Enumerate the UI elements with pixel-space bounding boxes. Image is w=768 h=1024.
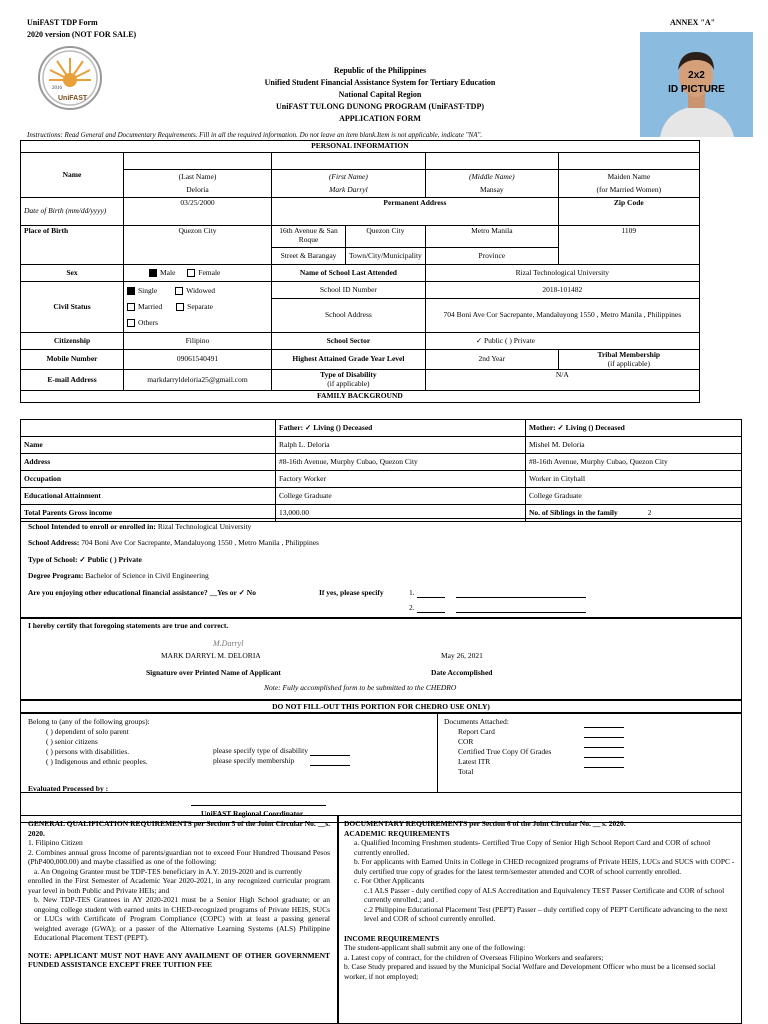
province-value[interactable]: Metro Manila	[425, 226, 558, 248]
certify-statement: I hereby certify that foregoing statements are true and correct.	[28, 621, 229, 630]
tribal-label: Tribal Membership	[597, 350, 661, 359]
income-req-item: a. Latest copy of contract, for the children of Overseas Filipino Workers and seafarers;	[344, 952, 604, 962]
father-header: Father: ✓ Living () Deceased	[276, 420, 526, 437]
doc-label: Report Card	[458, 727, 495, 736]
header-line-2: Unified Student Financial Assistance System for Tertiary Education	[264, 78, 496, 87]
email-label: E-mail Address	[21, 370, 124, 390]
specify-blank-1a[interactable]	[417, 597, 445, 598]
street-label: Street & Barangay	[272, 248, 346, 265]
doc-blank[interactable]	[584, 757, 624, 758]
mother-address[interactable]: #8-16th Avenue, Murphy Cubao, Quezon City	[526, 454, 742, 471]
id-photo	[640, 32, 753, 137]
family-row-label: Name	[21, 437, 276, 454]
academic-req-title: ACADEMIC REQUIREMENTS	[344, 828, 450, 838]
father-address[interactable]: #8-16th Avenue, Murphy Cubao, Quezon City	[276, 454, 526, 471]
family-row-label: Educational Attainment	[21, 488, 276, 505]
academic-req-item: c. For Other Applicants	[354, 876, 425, 885]
grade-level-label: Highest Attained Grade Year Level	[272, 350, 426, 370]
family-row	[21, 454, 742, 471]
general-req-item: enrolled in the First Semester of Academic Year 2020-2021, in any recognized curricular program year level in both Public and Private HEIs; and	[28, 876, 330, 895]
doc-label: Latest ITR	[458, 757, 491, 766]
photo-label-size: 2x2	[688, 70, 705, 81]
income-req-item: The student-applicant shall submit any one of the following:	[344, 943, 526, 952]
married-label: Married	[138, 302, 163, 311]
income-req-item: b. Case Study prepared and issued by the Municipal Social Welfare and Development Officer who must be a licensed social worker, if not employed;	[344, 962, 716, 981]
coordinator-label: UniFAST Regional Coordinator	[201, 809, 304, 818]
specify-1	[409, 589, 586, 598]
citizenship-label: Citizenship	[21, 333, 124, 350]
signature-image: M.Darryl	[213, 639, 244, 648]
name-spacer-3	[425, 153, 558, 170]
widowed-checkbox[interactable]	[175, 287, 183, 295]
specify-2	[409, 604, 586, 613]
family-row	[21, 488, 742, 505]
zip-label: Zip Code	[558, 198, 699, 226]
intended-school-value[interactable]: Rizal Technological University	[157, 522, 252, 531]
header-line-5: APPLICATION FORM	[339, 114, 421, 123]
sex-label: Sex	[21, 265, 124, 282]
tribal-note: (if applicable)	[607, 358, 650, 368]
disability-note: (if applicable)	[327, 378, 370, 388]
pob-label	[21, 226, 124, 265]
specify-num-1: 1.	[409, 588, 415, 597]
form-version: 2020 version (NOT FOR SALE)	[27, 30, 137, 39]
disability-specify	[213, 747, 350, 756]
family-section-title: FAMILY BACKGROUND	[21, 390, 700, 402]
specify-blank-2b[interactable]	[456, 612, 586, 613]
school-address-value-2[interactable]: 704 Boni Ave Cor Sacrepante, Mandaluyong 1550 , Metro Manila , Philippines	[81, 538, 319, 547]
school-sector-value[interactable]: ✓ Public ( ) Private	[425, 333, 699, 350]
disability-value[interactable]: N/A	[425, 370, 699, 390]
married-checkbox[interactable]	[127, 303, 135, 311]
father-occupation[interactable]: Factory Worker	[276, 471, 526, 488]
middle-name-label: (Middle Name)	[469, 171, 515, 181]
last-name-field[interactable]	[124, 170, 272, 198]
family-table	[20, 419, 742, 522]
personal-info-table	[20, 140, 742, 403]
doc-label: Certified True Copy Of Grades	[458, 747, 552, 756]
province-label: Province	[425, 248, 558, 265]
school-block	[20, 518, 742, 618]
documentary-requirements	[338, 815, 742, 1024]
father-education[interactable]: College Graduate	[276, 488, 526, 505]
membership-specify-label: please specify membership	[213, 756, 295, 765]
female-label: Female	[198, 267, 221, 277]
school-address-value[interactable]: 704 Boni Ave Cor Sacrepante, Mandaluyong 1550 , Metro Manila , Philippines	[425, 299, 699, 333]
degree-line	[28, 572, 209, 581]
tribal-field[interactable]	[558, 350, 699, 370]
doc-blank[interactable]	[584, 737, 624, 738]
maiden-name-field[interactable]	[558, 170, 699, 198]
gross-income-value[interactable]: 13,000.00	[276, 505, 526, 522]
father-name[interactable]: Ralph L. Deloria	[276, 437, 526, 454]
siblings-value: 2	[647, 507, 652, 517]
academic-req-item: b. For applicants with Earned Units in College in CHED recognized programs of Private HEIS, LUCs and SUCS with COPC - duly certified true copy of grades for the latest term/semester attended and COR of school currently enrolled.	[354, 857, 735, 876]
family-row-label: Occupation	[21, 471, 276, 488]
if-yes-label: If yes, please specify	[319, 588, 384, 597]
name-spacer-2	[272, 153, 426, 170]
gross-income-label: Total Parents Gross income	[21, 505, 276, 522]
assistance-question[interactable]: Are you enjoying other educational financial assistance? __Yes or ✓ No	[28, 588, 256, 597]
header-line-1: Republic of the Philippines	[333, 66, 427, 75]
middle-name-field[interactable]	[425, 170, 558, 198]
disability-specify-blank[interactable]	[310, 755, 350, 756]
city-value[interactable]: Quezon City	[346, 226, 426, 248]
school-address-label-2: School Address:	[28, 538, 80, 547]
others-label: Others	[138, 318, 158, 327]
coordinator-line	[191, 805, 326, 806]
civil-spacer	[699, 316, 741, 333]
specify-blank-2a[interactable]	[417, 612, 445, 613]
school-last-value[interactable]: Rizal Technological University	[425, 265, 699, 282]
general-req-item: 1. Filipino Citizen	[28, 838, 83, 847]
date-accomplished-label: Date Accomplished	[431, 668, 493, 677]
documents-list	[444, 717, 744, 777]
general-requirements	[20, 815, 338, 1024]
pob-label-text: Place of Birth	[24, 226, 69, 235]
mobile-label: Mobile Number	[21, 350, 124, 370]
name-spacer-1	[124, 153, 272, 170]
pob-value[interactable]: Quezon City	[124, 226, 272, 265]
doc-item	[444, 727, 744, 737]
office-divider	[437, 714, 438, 792]
evaluated-label: Evaluated Processed by :	[28, 784, 109, 793]
family-row	[21, 437, 742, 454]
office-use-block	[20, 713, 742, 823]
first-name-field[interactable]	[272, 170, 426, 198]
single-label: Single	[138, 286, 158, 295]
academic-req-item: c.1 ALS Passer - duly certified copy of ALS Accreditation and Equivalency TEST Passer Certificate and COR of school currently enrolled.; and .	[364, 885, 725, 904]
form-header	[180, 65, 580, 125]
mother-occupation[interactable]: Worker in Cityhall	[526, 471, 742, 488]
civil-status-options	[124, 282, 272, 333]
general-req-note: NOTE: APPLICANT MUST NOT HAVE ANY AVAILMENT OF OTHER GOVERNMENT FUNDED ASSISTANCE EXCEPT FREE TUITION FEE	[28, 950, 330, 969]
email-value[interactable]: markdarryldeloria25@gmail.com	[124, 370, 272, 390]
certification-block	[20, 618, 742, 700]
membership-specify-blank[interactable]	[310, 765, 350, 766]
doc-label: Total	[458, 767, 474, 776]
school-id-value[interactable]: 2018-101482	[425, 282, 699, 299]
office-hline	[21, 792, 741, 793]
last-name-label: (Last Name)	[178, 171, 217, 181]
maiden-name-label: Maiden Name	[607, 171, 651, 181]
doc-blank[interactable]	[584, 727, 624, 728]
doc-blank[interactable]	[584, 747, 624, 748]
school-id-label: School ID Number	[272, 282, 426, 299]
mobile-value[interactable]: 09061540491	[124, 350, 272, 370]
siblings-label: No. of Siblings in the family	[529, 507, 618, 517]
general-req-item: 2. Combines annual gross Income of parents/guardian not to exceed Four Hundred Thousand Pesos (PhP400,000.00) and maybe classified as one of the following:	[28, 847, 330, 866]
school-sector-label: School Sector	[272, 333, 426, 350]
specify-blank-1b[interactable]	[456, 597, 586, 598]
maiden-name-note: (for Married Women)	[596, 184, 662, 194]
signature-label: Signature over Printed Name of Applicant	[146, 668, 281, 677]
name-spacer-4	[558, 153, 699, 170]
logo-year: 2016	[52, 86, 62, 91]
membership-specify	[213, 757, 350, 766]
annex-label: ANNEX "A"	[670, 18, 716, 27]
mother-education[interactable]: College Graduate	[526, 488, 742, 505]
grade-level-value[interactable]: 2nd Year	[425, 350, 558, 370]
header-line-4: UniFAST TULONG DUNONG PROGRAM (UniFAST-TDP)	[275, 102, 485, 111]
citizenship-value[interactable]: Filipino	[124, 333, 272, 350]
doc-item	[444, 737, 744, 747]
family-row-label: Address	[21, 454, 276, 471]
group-item[interactable]: ( ) Indigenous and ethnic peoples.	[46, 757, 148, 766]
office-use-banner: DO NOT FILL-OUT THIS PORTION FOR CHEDRO USE ONLY)	[20, 700, 742, 713]
dob-label: Date of Birth (mm/dd/yyyy)	[21, 198, 124, 226]
disability-label: Type of Disability	[320, 370, 377, 380]
last-name-value: Deloria	[186, 184, 209, 194]
school-last-label: Name of School Last Attended	[272, 265, 426, 282]
school-address-label: School Address	[272, 299, 426, 333]
disability-specify-label: please specify type of disability	[213, 746, 308, 755]
male-checkbox[interactable]	[149, 269, 157, 277]
header-line-3: National Capital Region	[338, 90, 422, 99]
group-item[interactable]: ( ) dependent of solo parent	[46, 727, 129, 736]
family-row	[21, 471, 742, 488]
middle-name-value: Mansay	[479, 184, 504, 194]
group-item[interactable]: ( ) persons with disabilities.	[46, 747, 130, 756]
groups-list	[28, 717, 150, 767]
instructions: Instructions: Read General and Documentary Requirements. Fill in all the required information. Do not leave an item blank.Item is not applicable, indicate "NA".	[27, 131, 483, 139]
mother-name[interactable]: Mishel M. Deloria	[526, 437, 742, 454]
specify-num-2: 2.	[409, 603, 415, 612]
family-blank	[21, 420, 276, 437]
doc-req-title: DOCUMENTARY REQUIREMENTS per Section 6 of the Joint Circular No. __ s. 2020.	[344, 819, 626, 828]
school-type-label: Type of School:	[28, 555, 78, 564]
academic-req-item: a. Qualified Incoming Freshmen students- Certified True Copy of Senior High School Report Card and COR of school currently enrolled.	[354, 838, 711, 857]
general-req-item: a. An Ongoing Grantee must be TDP-TES beneficiary in A.Y. 2019-2020 and is currently	[34, 866, 303, 876]
intended-school-label: School Intended to enroll or enrolled in:	[28, 522, 156, 531]
general-req-item: b. New TDP-TES Grantees in AY 2020-2021 must be a Senior High School graduate; or an ongoing college student with earned units in CHED-recognized programs of Private HEIS, SUCs or LUCs with Certificate of Program Compliance (COPC) with at least a passing general weighted average (GWA); or a passer of the Alternative Learning Systems (ALS) Philippine Educational Placement TEST (PEPT).	[34, 895, 330, 942]
income-req-title: INCOME REQUIREMENTS	[344, 933, 440, 943]
single-checkbox[interactable]	[127, 287, 135, 295]
documents-label: Documents Attached:	[444, 717, 509, 726]
printed-name: MARK DARRYL M. DELORIA	[161, 651, 261, 660]
doc-label: COR	[458, 737, 474, 746]
zip-value[interactable]: 1109	[558, 226, 699, 265]
logo-text: UniFAST	[58, 95, 88, 102]
city-label: Town/City/Municipality	[346, 248, 426, 265]
submission-note: Note: Fully accomplished form to be submitted to the CHEDRO	[264, 683, 457, 692]
sex-options	[124, 265, 272, 282]
school-address-line	[28, 539, 319, 548]
doc-item	[444, 747, 744, 757]
separate-label: Separate	[187, 302, 213, 311]
intended-school-line	[28, 523, 251, 532]
form-code: UniFAST TDP Form	[27, 18, 98, 27]
civil-status-label: Civil Status	[21, 282, 124, 333]
photo-label: ID PICTURE	[668, 84, 725, 95]
female-checkbox[interactable]	[187, 269, 195, 277]
degree-label: Degree Program:	[28, 571, 84, 580]
others-checkbox[interactable]	[127, 319, 135, 327]
school-type-line	[28, 556, 142, 565]
name-label: Name	[21, 153, 124, 198]
doc-blank[interactable]	[584, 767, 624, 768]
doc-item	[444, 757, 744, 767]
permanent-address-label: Permanent Address	[272, 198, 559, 226]
male-label: Male	[160, 267, 176, 277]
first-name-value: Mark Darryl	[329, 184, 368, 194]
personal-section-title: PERSONAL INFORMATION	[21, 141, 700, 153]
doc-item	[444, 767, 744, 777]
general-req-title: GENERAL QUALIFICATION REQUIREMENTS per Section 5 of the Joint Circular No. __s. 2020.	[28, 819, 330, 838]
widowed-label: Widowed	[186, 286, 216, 295]
belong-label: Belong to (any of the following groups):	[28, 717, 150, 726]
academic-req-item: c.2 Philippine Educational Placement Test (PEPT) Passer – duly certified copy of PEPT Certificate advancing to the next level and COR of school currently enrolled.	[364, 904, 728, 923]
school-type-value[interactable]: ✓ Public ( ) Private	[79, 555, 142, 564]
first-name-label: (First Name)	[328, 171, 368, 181]
mother-header: Mother: ✓ Living () Deceased	[526, 420, 742, 437]
separate-checkbox[interactable]	[176, 303, 184, 311]
date-accomplished-value: May 26, 2021	[441, 651, 483, 660]
street-value[interactable]: 16th Avenue & San Roque	[272, 226, 346, 248]
group-item[interactable]: ( ) senior citizens	[46, 737, 98, 746]
disability-field	[272, 370, 426, 390]
dob-value[interactable]: 03/25/2000	[124, 198, 272, 226]
degree-value[interactable]: Bachelor of Science in Civil Engineering	[85, 571, 209, 580]
unifast-logo	[38, 46, 102, 110]
